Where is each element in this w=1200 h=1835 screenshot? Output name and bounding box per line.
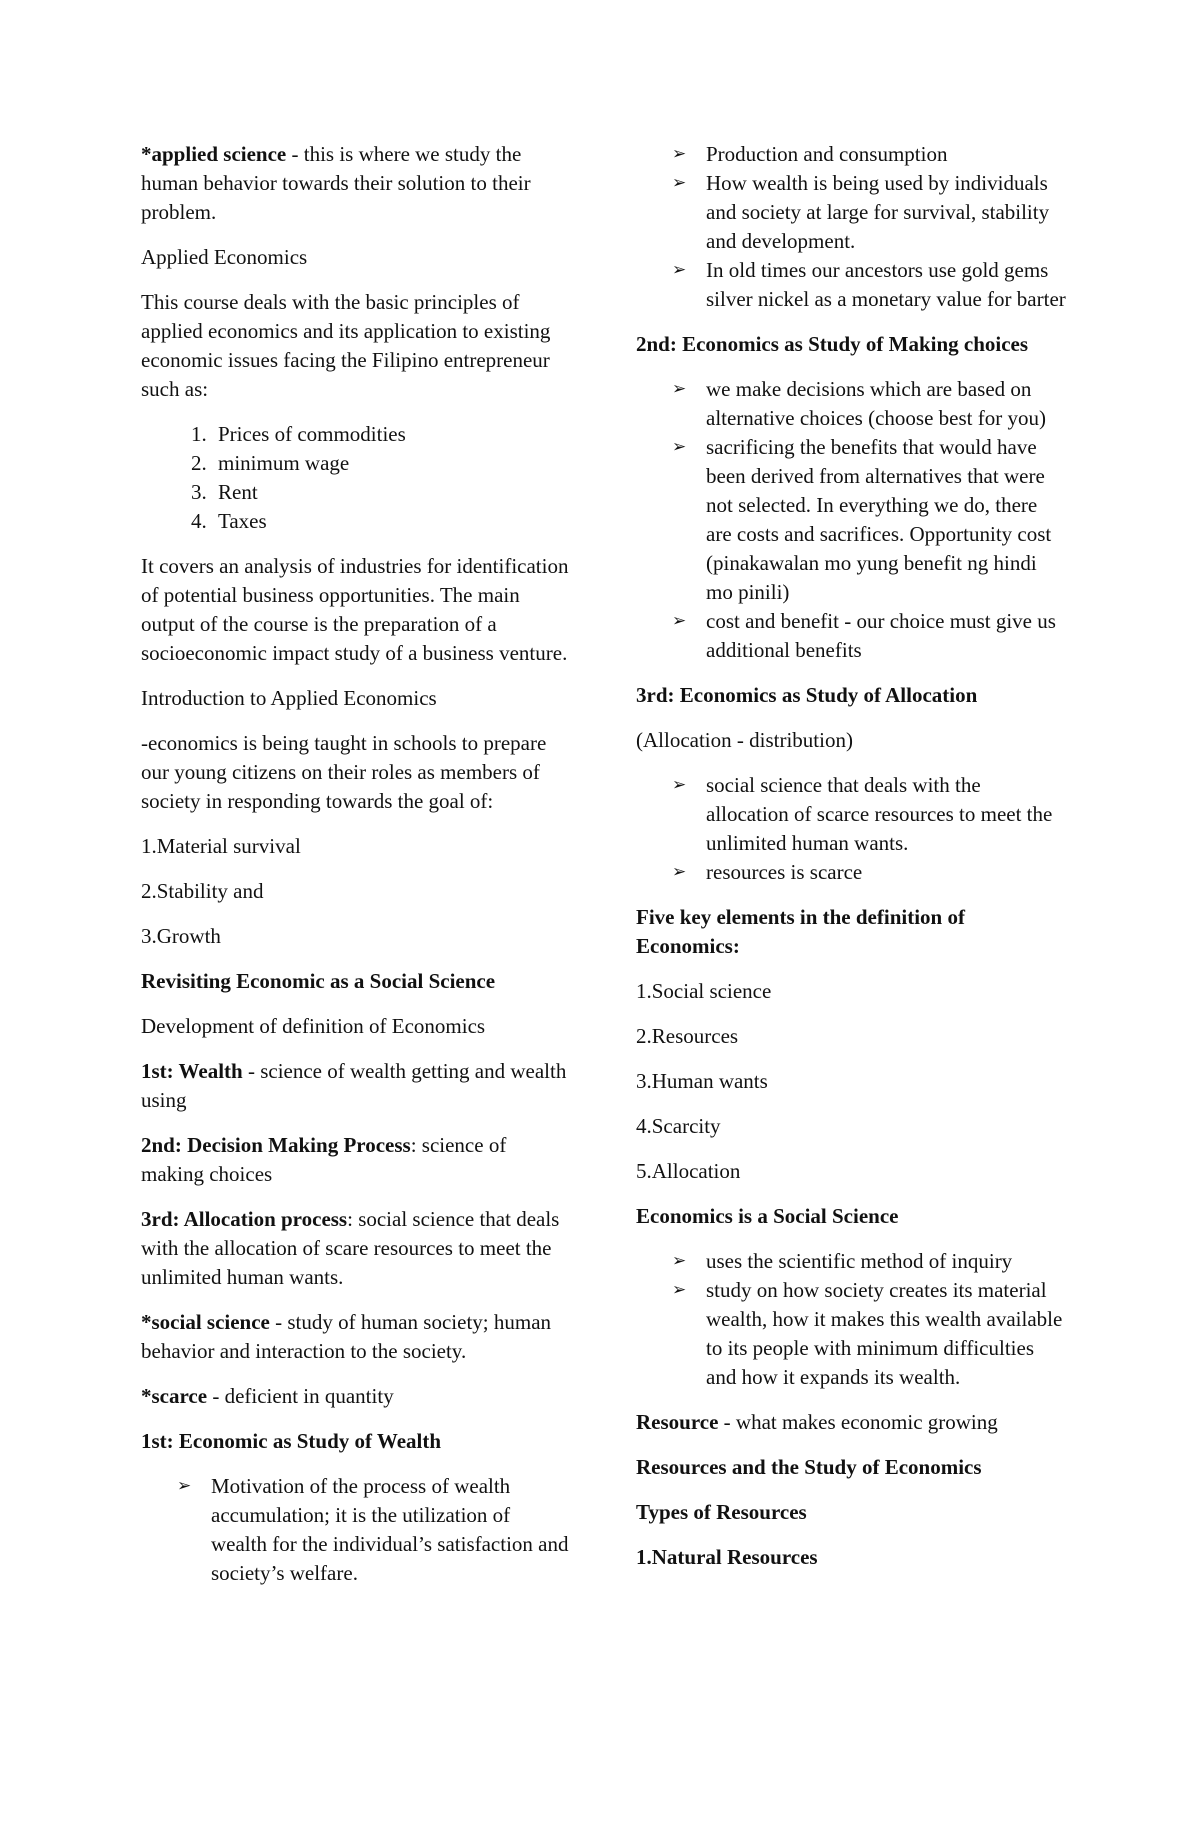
definition-allocation xyxy=(141,1205,571,1292)
definition-decision xyxy=(141,1131,571,1189)
allocation-bullet-list xyxy=(636,771,1066,887)
arrow-bullet-icon: ➢ xyxy=(672,379,687,399)
social-science-heading-text: Economics is a Social Science xyxy=(636,1204,899,1228)
resource-term: Resource xyxy=(636,1410,719,1434)
list-item: 2. minimum wage xyxy=(212,449,571,478)
issues-list xyxy=(141,420,571,536)
list-item xyxy=(636,771,1066,858)
allocation-note: (Allocation - distribution) xyxy=(636,728,853,752)
list-item: 3. Rent xyxy=(212,478,571,507)
resource-definition xyxy=(636,1408,1066,1437)
list-item xyxy=(636,140,1066,169)
natural-resources-heading xyxy=(636,1543,1066,1572)
social-science-heading xyxy=(636,1202,1066,1231)
list-item xyxy=(636,607,1066,665)
arrow-bullet-icon: ➢ xyxy=(672,260,687,280)
list-item xyxy=(636,433,1066,607)
definition-text: - science of wealth getting and wealth using xyxy=(141,1059,567,1112)
definition-term: 3rd: Allocation process xyxy=(141,1207,348,1231)
right-column xyxy=(636,140,1066,1588)
element-item: 1.Social science xyxy=(636,979,772,1003)
definition-text: : social science that deals with the allocation of scare resources to meet the unlimited human wants. xyxy=(141,1207,560,1289)
list-item-text: study on how society creates its material wealth, how it makes this wealth available to its people with minimum difficulties and how it expands its wealth. xyxy=(706,1278,1063,1389)
types-heading-text: Types of Resources xyxy=(636,1500,807,1524)
element-item: 3.Human wants xyxy=(636,1069,768,1093)
list-item xyxy=(636,858,1066,887)
arrow-bullet-icon: ➢ xyxy=(672,775,687,795)
allocation-heading-text: 3rd: Economics as Study of Allocation xyxy=(636,683,978,707)
arrow-bullet-icon: ➢ xyxy=(672,862,687,882)
development-heading: Development of definition of Economics xyxy=(141,1014,486,1038)
list-item-text: In old times our ancestors use gold gems silver nickel as a monetary value for barter xyxy=(706,258,1066,311)
applied-economics-heading: Applied Economics xyxy=(141,245,308,269)
social-science-note xyxy=(141,1308,571,1366)
course-coverage: It covers an analysis of industries for identification of potential business opportunities. The main output of the course is the preparation of a socioeconomic impact study of a business venture. xyxy=(141,554,569,665)
revisiting-heading xyxy=(141,967,571,996)
note-text: - study of human society; human behavior and interaction to the society. xyxy=(141,1310,552,1363)
five-elements-heading xyxy=(636,903,1066,961)
applied-science-definition: - this is where we study the human behavior towards their solution to their problem. xyxy=(141,142,531,224)
types-heading xyxy=(636,1498,1066,1527)
goal-item: 3.Growth xyxy=(141,924,221,948)
left-column xyxy=(141,140,571,1604)
definition-term: 2nd: Decision Making Process xyxy=(141,1133,411,1157)
natural-resources-heading-text: 1.Natural Resources xyxy=(636,1545,818,1569)
note-text: - deficient in quantity xyxy=(207,1384,394,1408)
choices-heading xyxy=(636,330,1066,359)
definition-wealth xyxy=(141,1057,571,1115)
list-item-text: cost and benefit - our choice must give us additional benefits xyxy=(706,609,1056,662)
definition-term: 1st: Wealth xyxy=(141,1059,243,1083)
wealth-bullet-list xyxy=(141,1472,571,1588)
taught-paragraph: -economics is being taught in schools to prepare our young citizens on their roles as members of society in responding towards the goal of: xyxy=(141,731,547,813)
arrow-bullet-icon: ➢ xyxy=(672,1280,687,1300)
list-item-text: How wealth is being used by individuals and society at large for survival, stability and development. xyxy=(706,171,1050,253)
resource-text: - what makes economic growing xyxy=(718,1410,998,1434)
list-item-text: sacrificing the benefits that would have been derived from alternatives that were not selected. In everything we do, there are costs and sacrifices. Opportunity cost (pinakawalan mo yung benefit ng hindi mo pinili) xyxy=(706,435,1052,604)
arrow-bullet-icon: ➢ xyxy=(177,1476,192,1496)
note-term: *social science xyxy=(141,1310,270,1334)
resources-study-heading xyxy=(636,1453,1066,1482)
list-item xyxy=(636,1276,1066,1392)
applied-science-term: *applied science xyxy=(141,142,287,166)
list-item-text: resources is scarce xyxy=(706,860,863,884)
wealth-study-heading-text: 1st: Economic as Study of Wealth xyxy=(141,1429,442,1453)
element-item: 2.Resources xyxy=(636,1024,739,1048)
wealth-bullet-list-continued xyxy=(636,140,1066,314)
list-item: 1. Prices of commodities xyxy=(212,420,571,449)
arrow-bullet-icon: ➢ xyxy=(672,173,687,193)
element-item: 5.Allocation xyxy=(636,1159,741,1183)
wealth-study-heading xyxy=(141,1427,571,1456)
list-item-text: Motivation of the process of wealth accumulation; it is the utilization of wealth for the individual’s satisfaction and society’s welfare. xyxy=(211,1474,569,1585)
choices-bullet-list xyxy=(636,375,1066,665)
arrow-bullet-icon: ➢ xyxy=(672,437,687,457)
list-item-text: uses the scientific method of inquiry xyxy=(706,1249,1013,1273)
list-item xyxy=(636,169,1066,256)
list-item xyxy=(141,1472,571,1588)
list-item-text: social science that deals with the allocation of scarce resources to meet the unlimited human wants. xyxy=(706,773,1053,855)
arrow-bullet-icon: ➢ xyxy=(672,1251,687,1271)
list-item xyxy=(636,375,1066,433)
definition-text: : science of making choices xyxy=(141,1133,507,1186)
allocation-heading xyxy=(636,681,1066,710)
arrow-bullet-icon: ➢ xyxy=(672,144,687,164)
revisiting-heading-text: Revisiting Economic as a Social Science xyxy=(141,969,496,993)
list-item-text: we make decisions which are based on alternative choices (choose best for you) xyxy=(706,377,1046,430)
choices-heading-text: 2nd: Economics as Study of Making choices xyxy=(636,332,1029,356)
list-item-text: Production and consumption xyxy=(706,142,948,166)
goal-item: 2.Stability and xyxy=(141,879,264,903)
resources-study-heading-text: Resources and the Study of Economics xyxy=(636,1455,982,1479)
course-description: This course deals with the basic principles of applied economics and its application to existing economic issues facing the Filipino entrepreneur such as: xyxy=(141,290,551,401)
goal-item: 1.Material survival xyxy=(141,834,301,858)
list-item xyxy=(636,256,1066,314)
scarce-note xyxy=(141,1382,571,1411)
social-science-bullet-list xyxy=(636,1247,1066,1392)
intro-heading: Introduction to Applied Economics xyxy=(141,686,437,710)
applied-science-paragraph xyxy=(141,140,571,227)
arrow-bullet-icon: ➢ xyxy=(672,611,687,631)
note-term: *scarce xyxy=(141,1384,208,1408)
five-elements-heading-text: Five key elements in the definition of Economics: xyxy=(636,905,965,958)
list-item xyxy=(636,1247,1066,1276)
list-item: 4. Taxes xyxy=(212,507,571,536)
element-item: 4.Scarcity xyxy=(636,1114,721,1138)
